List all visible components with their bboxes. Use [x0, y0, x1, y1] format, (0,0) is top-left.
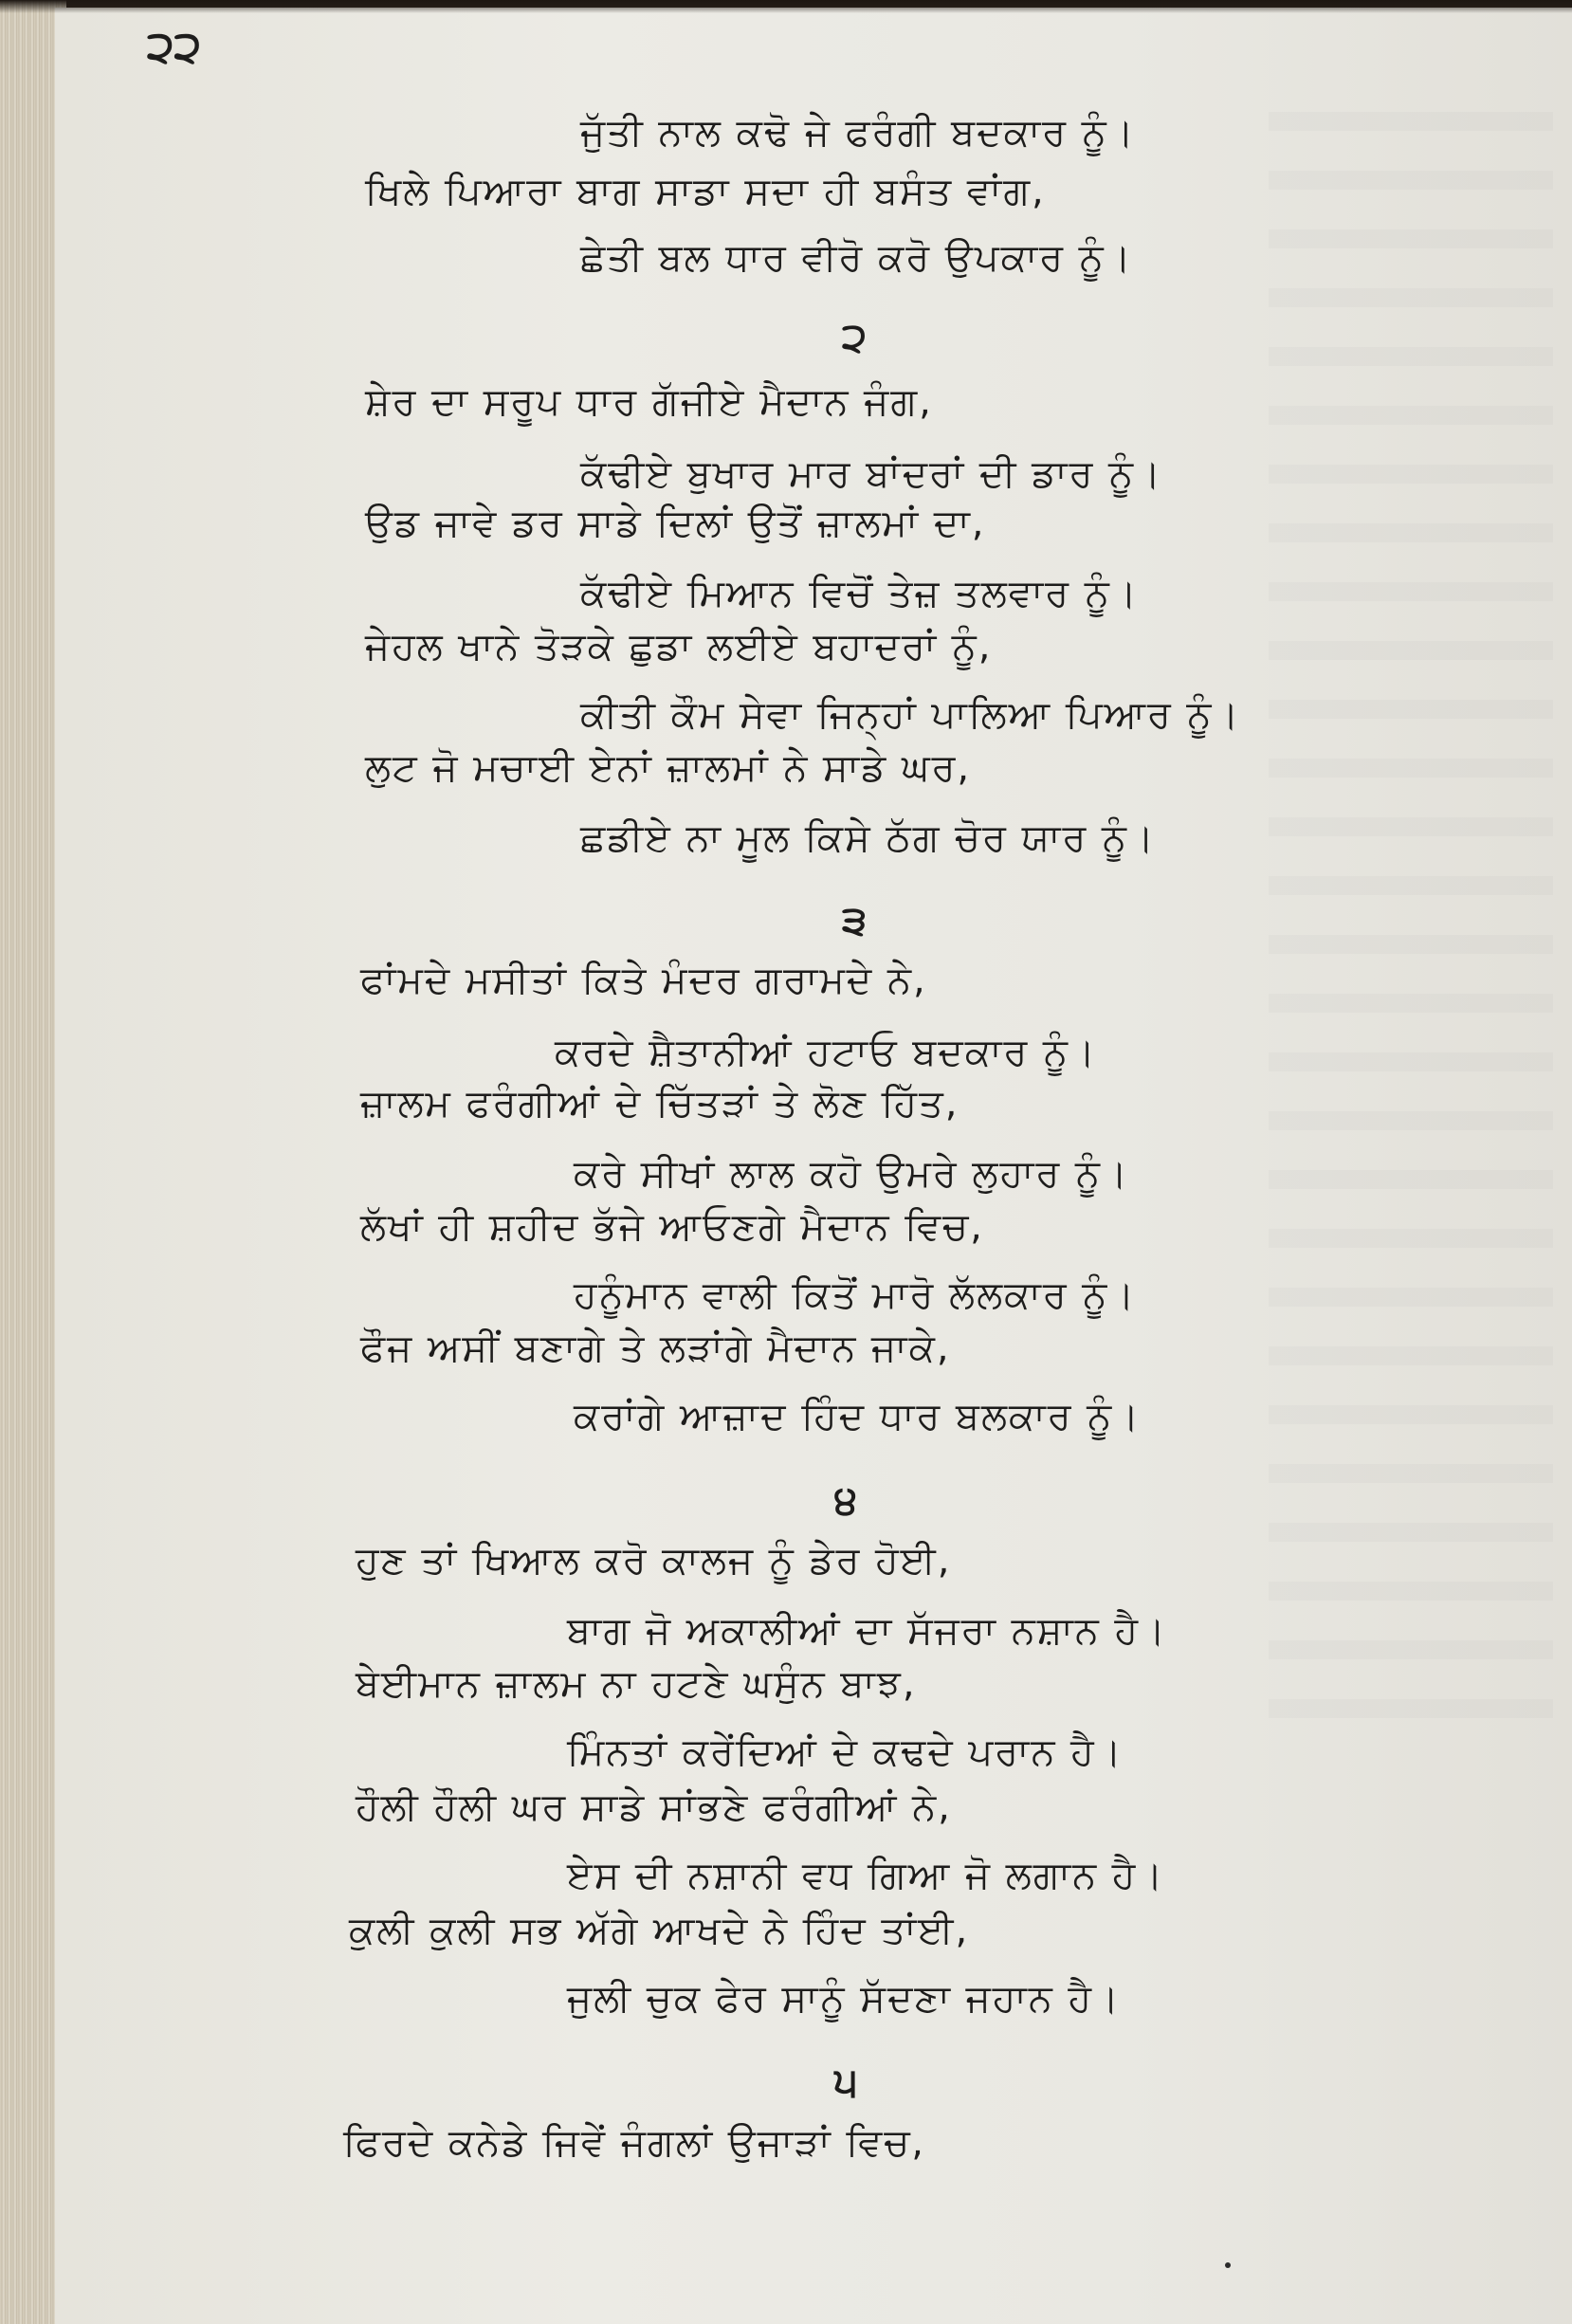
- poem-line: ਕੱਢੀਏ ਬੁਖਾਰ ਮਾਰ ਬਾਂਦਰਾਂ ਦੀ ਡਾਰ ਨੂੰ।: [580, 452, 1163, 496]
- poem-line: ਕਰਦੇ ਸ਼ੈਤਾਨੀਆਂ ਹਟਾਓ ਬਦਕਾਰ ਨੂੰ।: [555, 1031, 1097, 1074]
- poem-line: ਕਰਾਂਗੇ ਆਜ਼ਾਦ ਹਿੰਦ ਧਾਰ ਬਲਕਾਰ ਨੂੰ।: [574, 1395, 1142, 1438]
- poem-line: ਫਾਂਮਦੇ ਮਸੀਤਾਂ ਕਿਤੇ ਮੰਦਰ ਗਰਾਮਦੇ ਨੇ,: [360, 959, 927, 1002]
- stanza-number: ੩: [842, 897, 868, 943]
- poem-line: ਫਿਰਦੇ ਕਨੇਡੇ ਜਿਵੇਂ ਜੰਗਲਾਂ ਉਜਾੜਾਂ ਵਿਚ,: [343, 2121, 926, 2165]
- poem-line: ਹੁਣ ਤਾਂ ਖਿਆਲ ਕਰੋ ਕਾਲਜ ਨੂੰ ਡੇਰ ਹੋਈ,: [356, 1539, 952, 1583]
- poem-line: ਜ਼ਾਲਮ ਫਰੰਗੀਆਂ ਦੇ ਚਿੱਤੜਾਂ ਤੇ ਲੋਣ ਹਿੱਤ,: [360, 1082, 960, 1125]
- poem-line: ਫੌਜ ਅਸੀਂ ਬਣਾਗੇ ਤੇ ਲੜਾਂਗੇ ਮੈਦਾਨ ਜਾਕੇ,: [360, 1327, 951, 1370]
- poem-line: ਛਡੀਏ ਨਾ ਮੂਲ ਕਿਸੇ ਠੱਗ ਚੋਰ ਯਾਰ ਨੂੰ।: [580, 816, 1156, 860]
- poem-line: ਕੱਢੀਏ ਮਿਆਨ ਵਿਚੋਂ ਤੇਜ਼ ਤਲਵਾਰ ਨੂੰ।: [580, 572, 1139, 615]
- poem-line: ਕੁਲੀ ਕੁਲੀ ਸਭ ਅੱਗੇ ਆਖਦੇ ਨੇ ਹਿੰਦ ਤਾਂਈ,: [349, 1909, 970, 1952]
- poem-line: ਸ਼ੇਰ ਦਾ ਸਰੂਪ ਧਾਰ ਗੱਜੀਏ ਮੈਦਾਨ ਜੰਗ,: [365, 380, 933, 424]
- stanza-number: ੨: [842, 314, 868, 360]
- stanza-number: ੪: [834, 1476, 858, 1523]
- poem-line: ਛੇਤੀ ਬਲ ਧਾਰ ਵੀਰੋ ਕਰੋ ਉਪਕਾਰ ਨੂੰ।: [580, 236, 1133, 280]
- stanza-number: ੫: [834, 2059, 858, 2105]
- poem-line: ਬੇਈਮਾਨ ਜ਼ਾਲਮ ਨਾ ਹਟਣੇ ਘਸੁੰਨ ਬਾਝ,: [356, 1662, 917, 1706]
- poem-line: ਖਿਲੇ ਪਿਆਰਾ ਬਾਗ ਸਾਡਾ ਸਦਾ ਹੀ ਬਸੰਤ ਵਾਂਗ,: [365, 170, 1046, 213]
- poem-line: ਕੀਤੀ ਕੌਮ ਸੇਵਾ ਜਿਨ੍ਹਾਂ ਪਾਲਿਆ ਪਿਆਰ ਨੂੰ।: [580, 693, 1241, 737]
- poem-line: ਹੌਲੀ ਹੌਲੀ ਘਰ ਸਾਡੇ ਸਾਂਭਣੇ ਫਰੰਗੀਆਂ ਨੇ,: [356, 1785, 952, 1829]
- poem-line: ਹਨੂੰਮਾਨ ਵਾਲੀ ਕਿਤੋਂ ਮਾਰੋ ਲੱਲਕਾਰ ਨੂੰ।: [574, 1273, 1137, 1317]
- poem-line: ਬਾਗ ਜੋ ਅਕਾਲੀਆਂ ਦਾ ਸੱਜਰਾ ਨਸ਼ਾਨ ਹੈ।: [567, 1609, 1168, 1653]
- poem-line: ਜੁੱਤੀ ਨਾਲ ਕਢੋ ਜੇ ਫਰੰਗੀ ਬਦਕਾਰ ਨੂੰ।: [580, 111, 1136, 155]
- poem-line: ਲੱਖਾਂ ਹੀ ਸ਼ਹੀਦ ਭੱਜੇ ਆਓਣਗੇ ਮੈਦਾਨ ਵਿਚ,: [360, 1205, 984, 1249]
- poem-line: ਜੇਹਲ ਖਾਨੇ ਤੋੜਕੇ ਛੁਡਾ ਲਈਏ ਬਹਾਦਰਾਂ ਨੂੰ,: [365, 625, 993, 668]
- poem-line: ਜੁਲੀ ਚੁਕ ਫੇਰ ਸਾਨੂੰ ਸੱਦਣਾ ਜਹਾਨ ਹੈ।: [567, 1977, 1121, 2021]
- poem-line: ਮਿੰਨਤਾਂ ਕਰੇਂਦਿਆਂ ਦੇ ਕਢਦੇ ਪਰਾਨ ਹੈ।: [567, 1730, 1124, 1774]
- poem-line: ਉਡ ਜਾਵੇ ਡਰ ਸਾਡੇ ਦਿਲਾਂ ਉਤੋਂ ਜ਼ਾਲਮਾਂ ਦਾ,: [365, 502, 986, 545]
- page-number: ੨੨: [147, 21, 202, 72]
- poem-line: ਕਰੇ ਸੀਖਾਂ ਲਾਲ ਕਹੋ ਉਮਰੇ ਲੁਹਾਰ ਨੂੰ।: [574, 1152, 1129, 1196]
- ink-speck: [1225, 2262, 1231, 2268]
- poem-line: ਲੁਟ ਜੋ ਮਚਾਈ ਏਨਾਂ ਜ਼ਾਲਮਾਂ ਨੇ ਸਾਡੇ ਘਰ,: [365, 746, 972, 790]
- poem-line: ਏਸ ਦੀ ਨਸ਼ਾਨੀ ਵਧ ਗਿਆ ਜੋ ਲਗਾਨ ਹੈ।: [567, 1854, 1165, 1897]
